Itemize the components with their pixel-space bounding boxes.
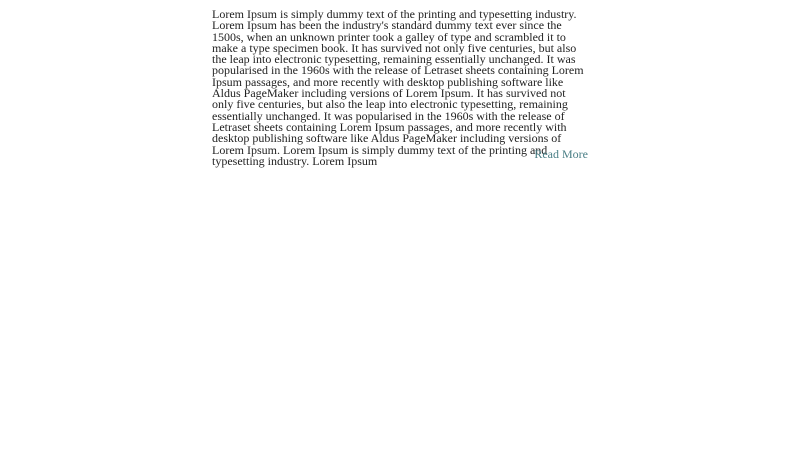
read-more-link[interactable]: Read More bbox=[534, 147, 588, 161]
article-text: Lorem Ipsum is simply dummy text of the printing and typesetting industry. Lorem Ipsum has been the industry's standard dummy text ever since the 1500s, when an unknown printer took a galley of type and scrambled it to make a type specimen book. It has survived not only five centuries, but also the leap into electronic typesetting, remaining essentially unchanged. It was popularised in the 1960s with the release of Letraset sheets containing Lorem Ipsum passages, and more recently with desktop publishing software like Aldus PageMaker including versions of Lorem Ipsum. It has survived not only five centuries, but also the leap into electronic typesetting, remaining essentially unchanged. It was popularised in the 1960s with the release of Letraset sheets containing Lorem Ipsum passages, and more recently with desktop publishing software like Aldus PageMaker including versions of Lorem Ipsum. Lorem Ipsum is simply dummy text of the printing and typesetting industry. Lorem Ipsum bbox=[212, 7, 584, 168]
article-container bbox=[212, 7, 588, 168]
